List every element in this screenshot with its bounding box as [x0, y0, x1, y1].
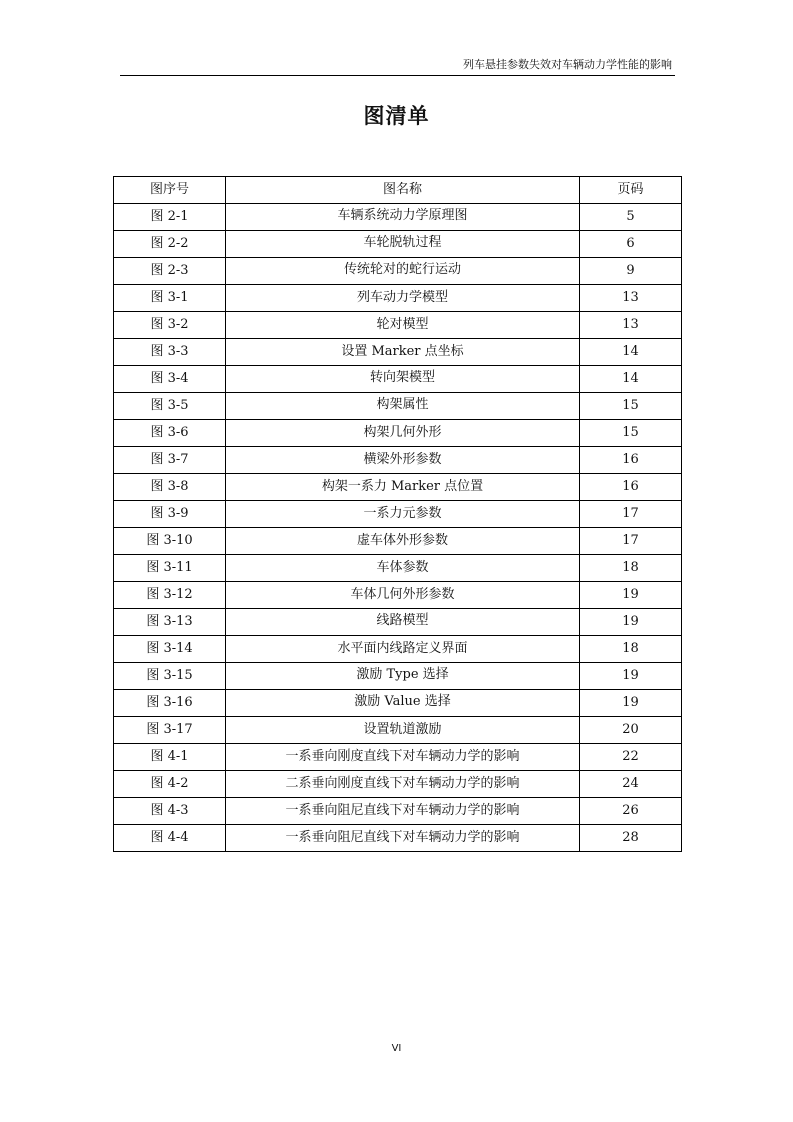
- figure-number-cell: 图 3-13: [114, 609, 226, 636]
- page-number-cell: 19: [580, 582, 682, 609]
- figure-number-cell: 图 4-2: [114, 771, 226, 798]
- page-number-cell: 14: [580, 339, 682, 366]
- page-number-cell: 17: [580, 528, 682, 555]
- page-number-cell: 14: [580, 366, 682, 393]
- table-row: [114, 717, 682, 744]
- page-number-cell: 13: [580, 285, 682, 312]
- page-number-cell: 15: [580, 393, 682, 420]
- figure-number-cell: 图 3-12: [114, 582, 226, 609]
- figure-number-cell: 图 2-1: [114, 204, 226, 231]
- figure-name-cell: 一系垂向阻尼直线下对车辆动力学的影响: [226, 825, 580, 852]
- page-number-cell: 13: [580, 312, 682, 339]
- figure-name-cell: 设置 Marker 点坐标: [226, 339, 580, 366]
- table-header-row: [114, 177, 682, 204]
- column-header-figure-name: 图名称: [226, 177, 580, 204]
- page-number-cell: 16: [580, 447, 682, 474]
- figure-number-cell: 图 3-5: [114, 393, 226, 420]
- figure-number-cell: 图 4-3: [114, 798, 226, 825]
- figure-name-cell: 水平面内线路定义界面: [226, 636, 580, 663]
- table-row: [114, 744, 682, 771]
- table-row: [114, 339, 682, 366]
- figure-name-cell: 横梁外形参数: [226, 447, 580, 474]
- table-row: [114, 258, 682, 285]
- figure-number-cell: 图 3-7: [114, 447, 226, 474]
- figure-number-cell: 图 3-10: [114, 528, 226, 555]
- table-row: [114, 501, 682, 528]
- page-title: 图清单: [363, 104, 430, 128]
- figure-number-cell: 图 3-9: [114, 501, 226, 528]
- table-row: [114, 690, 682, 717]
- figure-name-cell: 线路模型: [226, 609, 580, 636]
- figure-number-cell: 图 3-14: [114, 636, 226, 663]
- figure-name-cell: 激励 Type 选择: [226, 663, 580, 690]
- page-number-cell: 28: [580, 825, 682, 852]
- table-row: [114, 582, 682, 609]
- figure-number-cell: 图 3-4: [114, 366, 226, 393]
- page-number-cell: 19: [580, 609, 682, 636]
- table-row: [114, 825, 682, 852]
- column-header-figure-number: 图序号: [114, 177, 226, 204]
- figure-number-cell: 图 2-2: [114, 231, 226, 258]
- table-row: [114, 231, 682, 258]
- page-number-cell: 26: [580, 798, 682, 825]
- table-row: [114, 636, 682, 663]
- table-body: [114, 204, 682, 852]
- page-number-cell: 6: [580, 231, 682, 258]
- figure-number-cell: 图 3-3: [114, 339, 226, 366]
- page-number-cell: 16: [580, 474, 682, 501]
- page-number: VI: [391, 1043, 402, 1054]
- table-row: [114, 312, 682, 339]
- figure-name-cell: 轮对模型: [226, 312, 580, 339]
- figure-name-cell: 构架一系力 Marker 点位置: [226, 474, 580, 501]
- figure-name-cell: 构架属性: [226, 393, 580, 420]
- table-row: [114, 771, 682, 798]
- figure-list-table: [113, 176, 682, 852]
- table-row: [114, 447, 682, 474]
- table-row: [114, 285, 682, 312]
- table-row: [114, 555, 682, 582]
- page-number-cell: 19: [580, 663, 682, 690]
- figure-number-cell: 图 2-3: [114, 258, 226, 285]
- column-header-page-number: 页码: [580, 177, 682, 204]
- figure-name-cell: 车辆系统动力学原理图: [226, 204, 580, 231]
- page-number-cell: 18: [580, 555, 682, 582]
- table-row: [114, 609, 682, 636]
- running-header: [120, 58, 675, 76]
- figure-number-cell: 图 3-15: [114, 663, 226, 690]
- figure-name-cell: 一系垂向刚度直线下对车辆动力学的影响: [226, 744, 580, 771]
- figure-name-cell: 激励 Value 选择: [226, 690, 580, 717]
- page-number-cell: 5: [580, 204, 682, 231]
- table-row: [114, 474, 682, 501]
- figure-name-cell: 车体参数: [226, 555, 580, 582]
- page-number-cell: 15: [580, 420, 682, 447]
- table-row: [114, 366, 682, 393]
- figure-name-cell: 车轮脱轨过程: [226, 231, 580, 258]
- table-row: [114, 528, 682, 555]
- table-row: [114, 663, 682, 690]
- figure-number-cell: 图 4-1: [114, 744, 226, 771]
- page-number-cell: 18: [580, 636, 682, 663]
- figure-name-cell: 一系垂向阻尼直线下对车辆动力学的影响: [226, 798, 580, 825]
- running-header-title: 列车悬挂参数失效对车辆动力学性能的影响: [463, 58, 672, 71]
- table-row: [114, 420, 682, 447]
- figure-number-cell: 图 3-1: [114, 285, 226, 312]
- figure-name-cell: 二系垂向刚度直线下对车辆动力学的影响: [226, 771, 580, 798]
- page-number-cell: 20: [580, 717, 682, 744]
- figure-name-cell: 构架几何外形: [226, 420, 580, 447]
- table-row: [114, 798, 682, 825]
- figure-number-cell: 图 3-6: [114, 420, 226, 447]
- figure-number-cell: 图 3-17: [114, 717, 226, 744]
- figure-number-cell: 图 3-11: [114, 555, 226, 582]
- page-number-cell: 19: [580, 690, 682, 717]
- figure-name-cell: 传统轮对的蛇行运动: [226, 258, 580, 285]
- figure-number-cell: 图 4-4: [114, 825, 226, 852]
- page-number-cell: 9: [580, 258, 682, 285]
- figure-name-cell: 转向架模型: [226, 366, 580, 393]
- figure-name-cell: 车体几何外形参数: [226, 582, 580, 609]
- page-number-cell: 24: [580, 771, 682, 798]
- figure-name-cell: 列车动力学模型: [226, 285, 580, 312]
- table-row: [114, 204, 682, 231]
- figure-name-cell: 设置轨道激励: [226, 717, 580, 744]
- figure-number-cell: 图 3-16: [114, 690, 226, 717]
- page-number-cell: 17: [580, 501, 682, 528]
- table-row: [114, 393, 682, 420]
- page-number-cell: 22: [580, 744, 682, 771]
- figure-number-cell: 图 3-8: [114, 474, 226, 501]
- figure-name-cell: 虚车体外形参数: [226, 528, 580, 555]
- figure-name-cell: 一系力元参数: [226, 501, 580, 528]
- figure-number-cell: 图 3-2: [114, 312, 226, 339]
